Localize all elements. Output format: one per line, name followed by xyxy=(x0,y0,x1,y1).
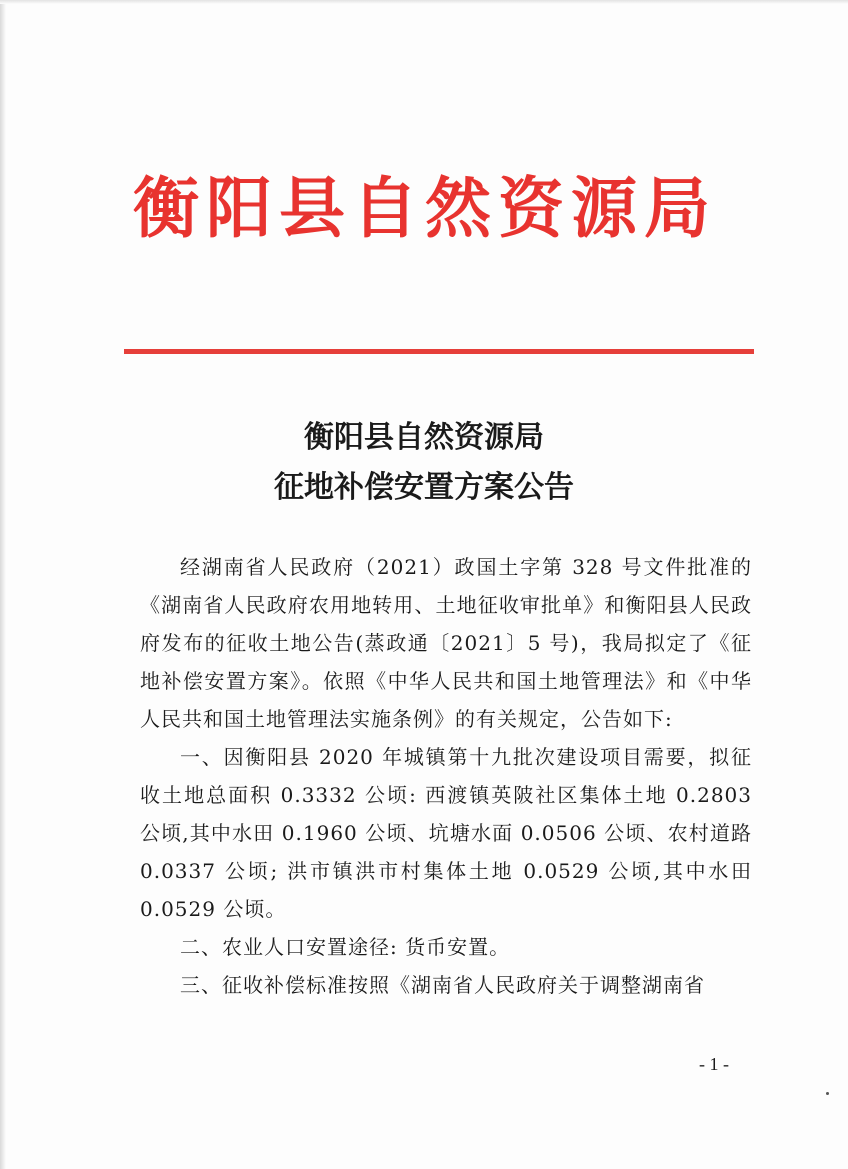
body-paragraph-4: 三、征收补偿标准按照《湖南省人民政府关于调整湖南省 xyxy=(180,973,705,997)
scan-shadow-left xyxy=(0,0,6,1169)
document-title-line1: 衡阳县自然资源局 xyxy=(304,420,544,455)
scan-speck xyxy=(826,1092,829,1095)
document-body xyxy=(140,548,752,1004)
body-paragraph-1: 经湖南省人民政府（2021）政国土字第 328 号文件批准的《湖南省人民政府农用地转用、土地征收审批单》和衡阳县人民政府发布的征收土地公告(蒸政通〔2021〕5 号)，我局拟定了《征地补偿安置方案》。依照《中华人民共和国土地管理法》和《中华人民共和国土地管理法实施条例》的有关规定，公告如下: xyxy=(140,555,752,731)
document-title-line2: 征地补偿安置方案公告 xyxy=(274,470,574,505)
letterhead-red-rule xyxy=(124,349,754,354)
body-paragraph-2: 一、因衡阳县 2020 年城镇第十九批次建设项目需要，拟征收土地总面积 0.3332 公顷: 西渡镇英陂社区集体土地 0.2803 公顷,其中水田 0.1960 公顷、坑塘水面 0.0506 公顷、农村道路 0.0337 公顷; 洪市镇洪市村集体土地 0.0529 公顷,其中水田 0.0529 公顷。 xyxy=(140,745,752,921)
scan-shadow-top xyxy=(0,0,848,4)
body-paragraph-3: 二、农业人口安置途径: 货币安置。 xyxy=(180,935,511,959)
page-number: - 1 - xyxy=(699,1054,729,1074)
letterhead-organization: 衡阳县自然资源局 xyxy=(133,169,717,247)
